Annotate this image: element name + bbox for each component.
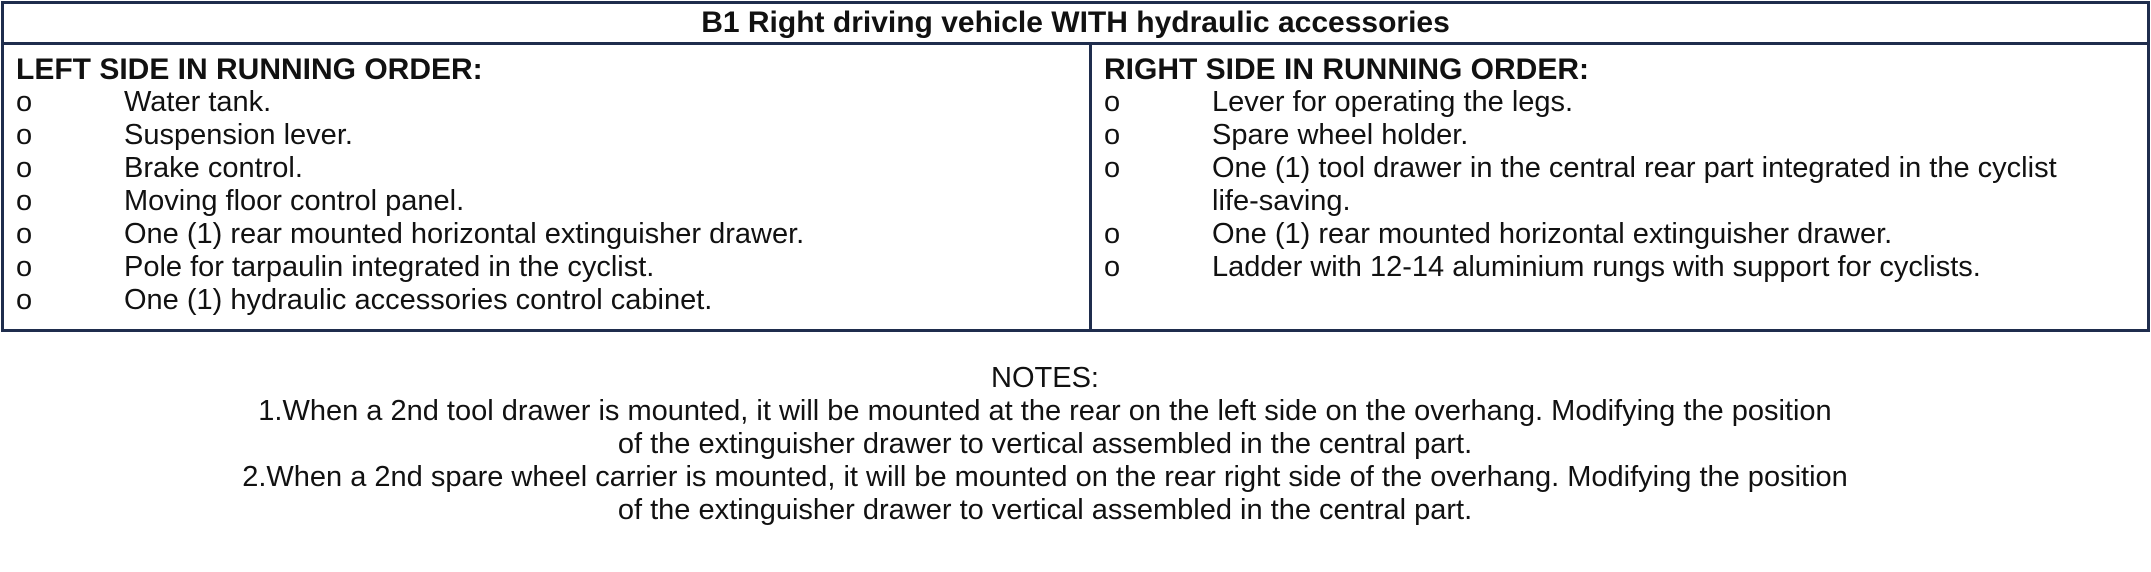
list-item xyxy=(1104,119,2147,152)
list-bullet: o xyxy=(16,251,33,283)
list-item-text: One (1) rear mounted horizontal extinguisher drawer. xyxy=(124,218,805,250)
list-bullet: o xyxy=(1104,86,1121,118)
list-bullet: o xyxy=(1104,119,1121,151)
list-item xyxy=(1104,152,2147,218)
note-line: 2.When a 2nd spare wheel carrier is mounted, it will be mounted on the rear right side of the overhang. Modifying the position xyxy=(242,461,1848,493)
list-bullet: o xyxy=(1104,251,1121,283)
list-item xyxy=(16,152,1089,185)
list-item-text: One (1) tool drawer in the central rear part integrated in the cyclist life-saving. xyxy=(1212,152,2057,217)
list-item xyxy=(1104,86,2147,119)
list-bullet: o xyxy=(16,86,33,118)
list-bullet: o xyxy=(16,152,33,184)
left-side-column xyxy=(4,45,1092,329)
list-item-text: Water tank. xyxy=(124,86,272,118)
list-item-text: Spare wheel holder. xyxy=(1212,119,1469,151)
note-line: of the extinguisher drawer to vertical assembled in the central part. xyxy=(617,494,1473,526)
list-item xyxy=(1104,251,2147,284)
list-item xyxy=(16,251,1089,284)
list-bullet: o xyxy=(16,284,33,316)
list-item-text: One (1) rear mounted horizontal extinguisher drawer. xyxy=(1212,218,1893,250)
list-item xyxy=(16,119,1089,152)
right-side-heading: RIGHT SIDE IN RUNNING ORDER: xyxy=(1104,53,1590,86)
notes-heading: NOTES: xyxy=(991,362,1099,394)
list-bullet: o xyxy=(16,185,33,217)
right-side-column xyxy=(1092,45,2147,329)
left-side-heading: LEFT SIDE IN RUNNING ORDER: xyxy=(16,53,483,86)
list-item xyxy=(16,218,1089,251)
list-item-text: Pole for tarpaulin integrated in the cyclist. xyxy=(124,251,655,283)
list-item-text: Suspension lever. xyxy=(124,119,353,151)
list-item-text: Brake control. xyxy=(124,152,303,184)
list-item xyxy=(16,86,1089,119)
list-item xyxy=(1104,218,2147,251)
list-item-text: Lever for operating the legs. xyxy=(1212,86,1574,118)
note-line: of the extinguisher drawer to vertical assembled in the central part. xyxy=(617,428,1473,460)
right-side-list xyxy=(1104,86,2147,284)
left-side-list xyxy=(16,86,1089,317)
list-item-text: Ladder with 12-14 aluminium rungs with support for cyclists. xyxy=(1212,251,1981,283)
list-item-text: Moving floor control panel. xyxy=(124,185,465,217)
equipment-table xyxy=(1,1,2150,332)
notes-section xyxy=(0,362,2090,527)
table-title: B1 Right driving vehicle WITH hydraulic accessories xyxy=(4,4,2147,45)
list-item xyxy=(16,185,1089,218)
list-bullet: o xyxy=(1104,152,1121,184)
note-line: 1.When a 2nd tool drawer is mounted, it will be mounted at the rear on the left side on the overhang. Modifying the position xyxy=(258,395,1832,427)
list-bullet: o xyxy=(16,119,33,151)
list-bullet: o xyxy=(16,218,33,250)
list-item xyxy=(16,284,1089,317)
list-bullet: o xyxy=(1104,218,1121,250)
list-item-text: One (1) hydraulic accessories control cabinet. xyxy=(124,284,713,316)
